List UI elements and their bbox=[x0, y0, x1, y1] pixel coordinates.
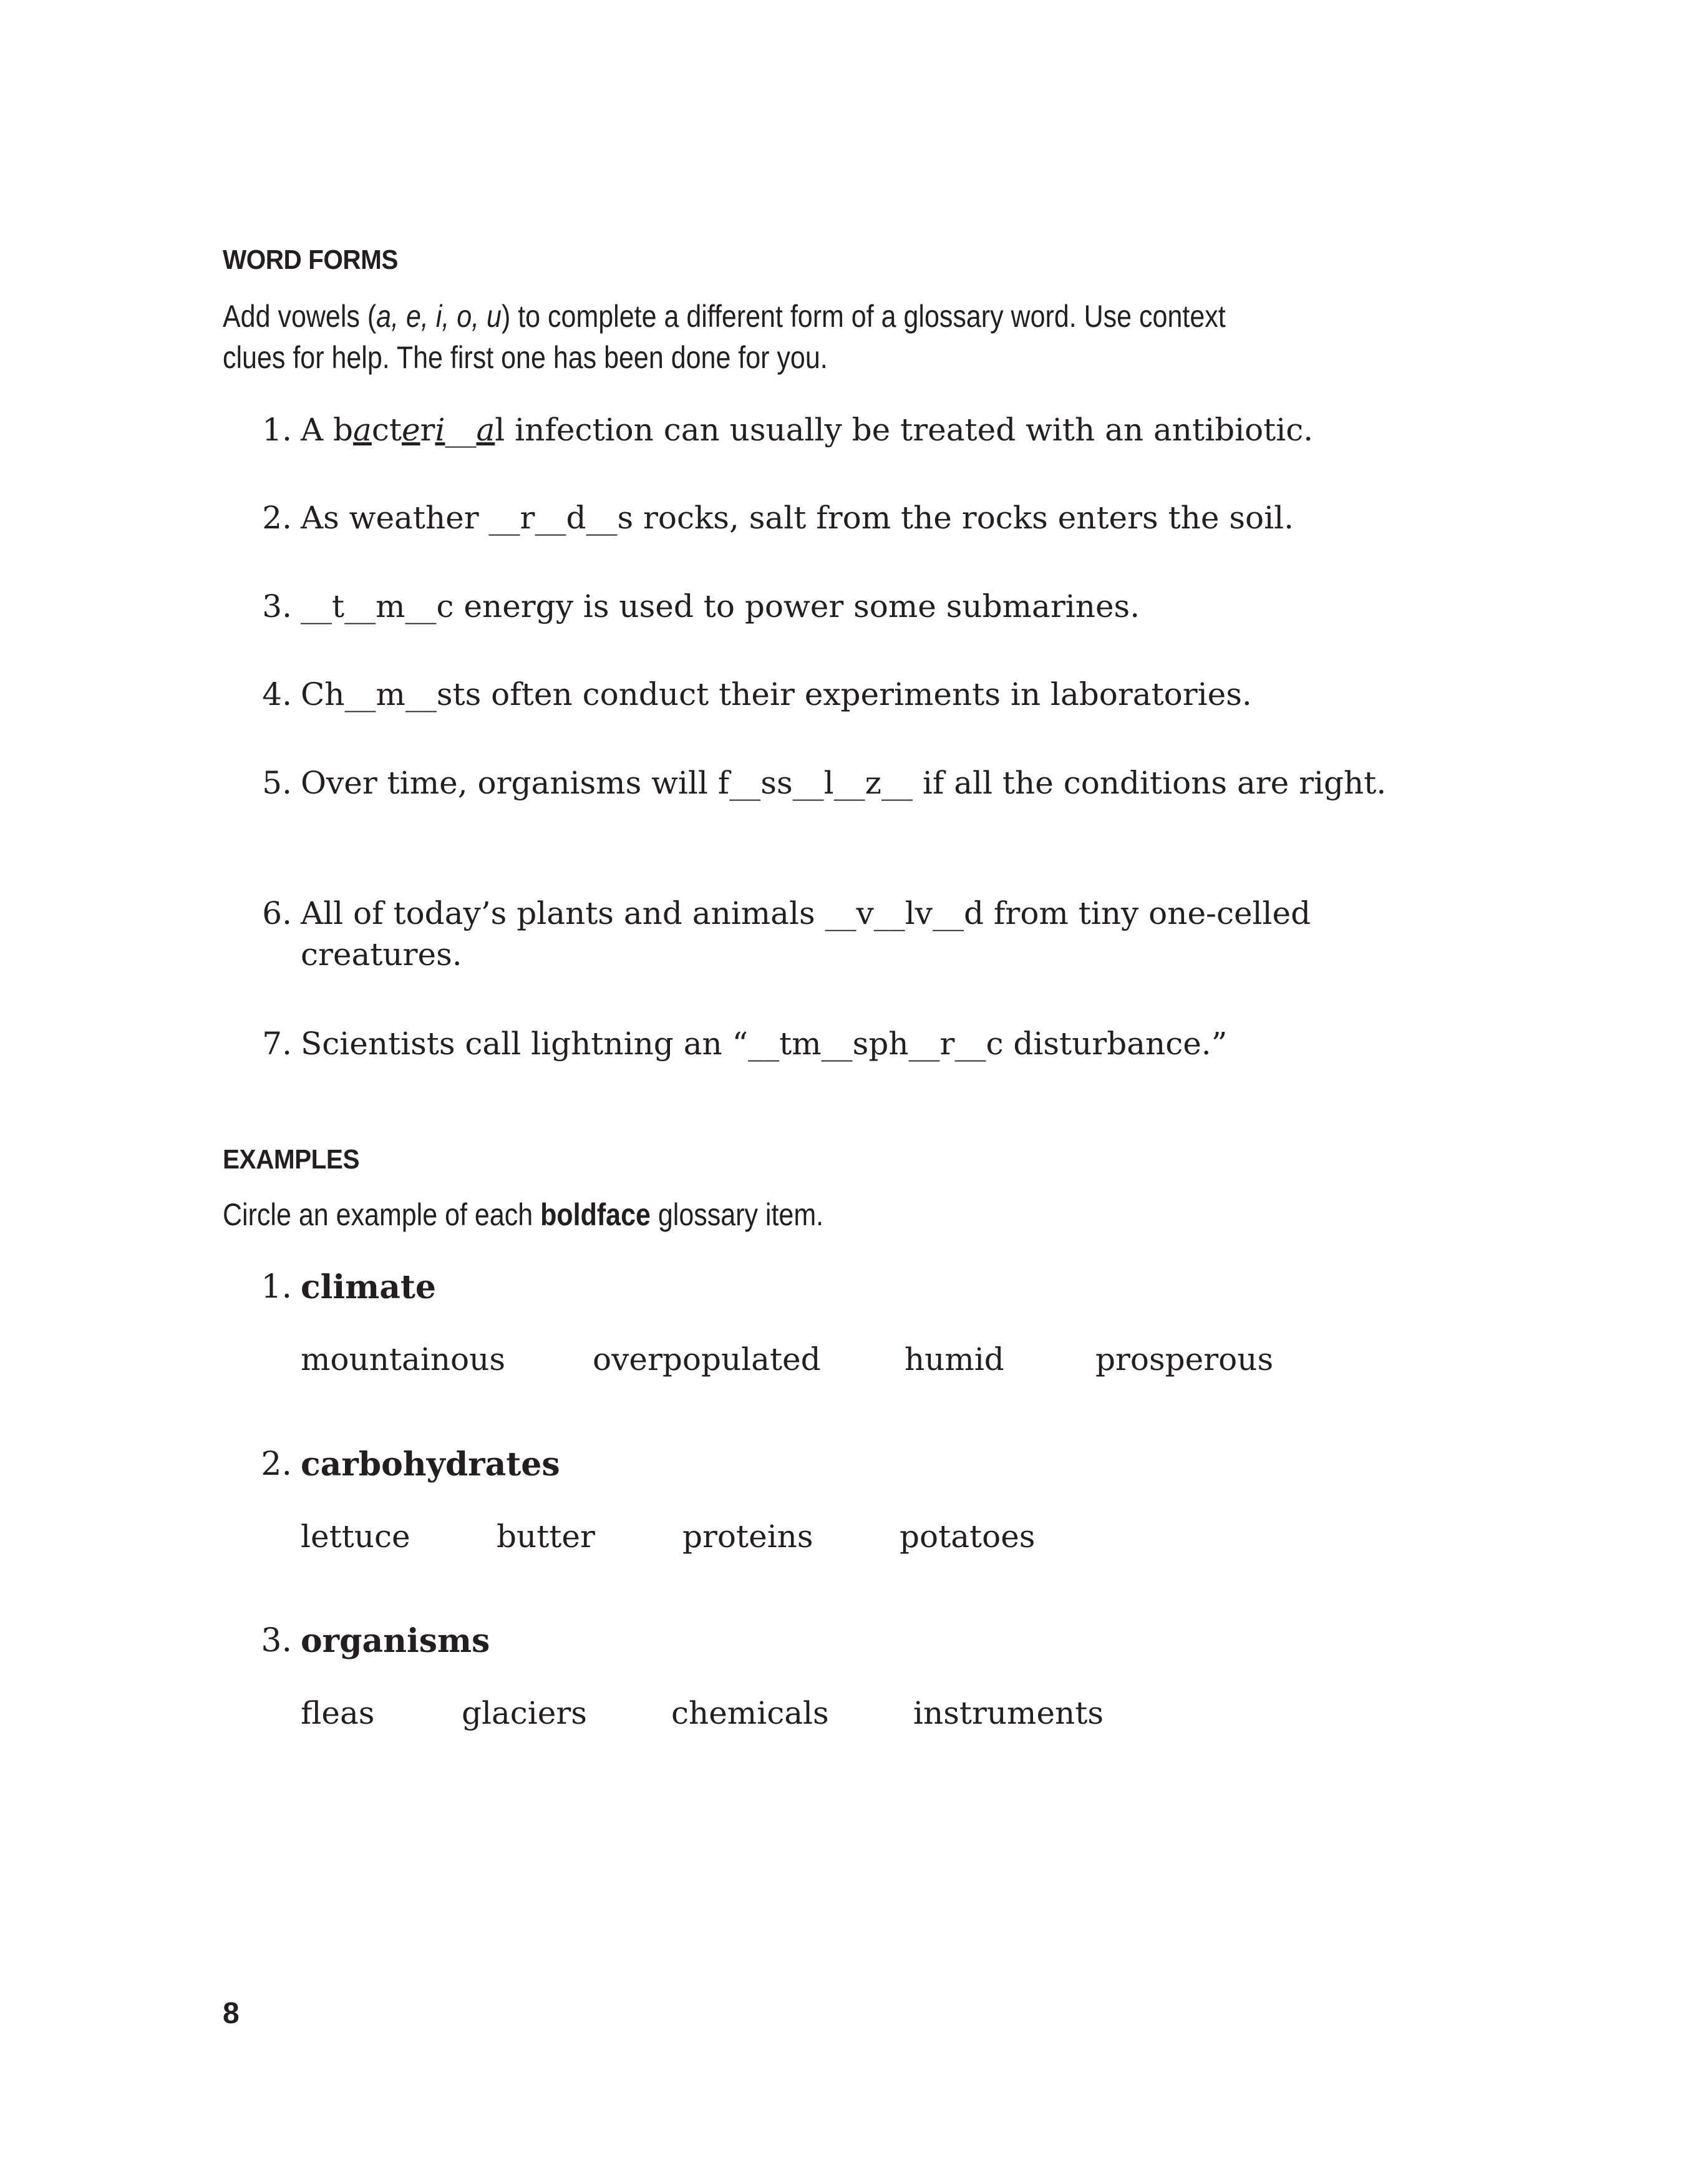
choice-word[interactable]: overpopulated bbox=[593, 1341, 821, 1377]
choice-word[interactable]: prosperous bbox=[1095, 1341, 1274, 1377]
choice-word[interactable]: mountainous bbox=[301, 1341, 505, 1377]
item-sentence: Ch__m__sts often conduct their experiments in laboratories. bbox=[301, 676, 1252, 712]
item-number: 1. bbox=[261, 1268, 292, 1306]
item-sentence: All of today’s plants and animals __v__lv__d from tiny one-celled creatures. bbox=[301, 895, 1311, 973]
item-number: 2. bbox=[262, 500, 292, 536]
item-sentence: Over time, organisms will f__ss__l__z__ if all the conditions are right. bbox=[301, 765, 1387, 801]
item-sentence: As weather __r__d__s rocks, salt from the rocks enters the soil. bbox=[301, 500, 1294, 536]
choice-word[interactable]: glaciers bbox=[462, 1695, 587, 1731]
choice-word[interactable]: humid bbox=[905, 1341, 1004, 1377]
word-forms-instructions: Add vowels (a, e, i, o, u) to complete a different form of a glossary word. Use context clues for help. The first one has been done for you. bbox=[223, 299, 1226, 375]
item-number: 1. bbox=[262, 412, 292, 448]
item-number: 3. bbox=[262, 588, 292, 624]
choice-word[interactable]: chemicals bbox=[671, 1695, 829, 1731]
item-number: 7. bbox=[262, 1026, 292, 1062]
word-forms-heading: WORD FORMS bbox=[223, 245, 398, 275]
examples-instructions: Circle an example of each boldface glossary item. bbox=[223, 1197, 824, 1232]
choice-word[interactable]: butter bbox=[497, 1518, 595, 1555]
item-sentence: Scientists call lightning an “__tm__sph__r__c disturbance.” bbox=[301, 1026, 1228, 1062]
glossary-term: organisms bbox=[301, 1622, 490, 1660]
item-number: 3. bbox=[261, 1622, 292, 1659]
item-number: 4. bbox=[262, 676, 292, 712]
item-number: 2. bbox=[261, 1445, 292, 1483]
filled-vowel: i bbox=[435, 412, 445, 448]
choice-word[interactable]: fleas bbox=[301, 1695, 375, 1731]
item-number: 5. bbox=[262, 765, 292, 801]
glossary-term: carbohydrates bbox=[301, 1445, 560, 1484]
choice-word[interactable]: proteins bbox=[682, 1518, 813, 1555]
page-number: 8 bbox=[223, 1997, 240, 2030]
filled-vowel: e bbox=[401, 412, 420, 448]
glossary-term: climate bbox=[301, 1268, 436, 1306]
item-sentence: __t__m__c energy is used to power some submarines. bbox=[301, 588, 1140, 624]
filled-vowel: a bbox=[353, 412, 372, 448]
examples-heading: EXAMPLES bbox=[223, 1144, 360, 1175]
choice-word[interactable]: lettuce bbox=[301, 1518, 410, 1555]
filled-vowel: a bbox=[476, 412, 495, 448]
item-number: 6. bbox=[262, 895, 292, 931]
choice-word[interactable]: instruments bbox=[913, 1695, 1104, 1731]
choice-word[interactable]: potatoes bbox=[900, 1518, 1036, 1555]
item-sentence: A bacteri__al infection can usually be treated with an antibiotic. bbox=[301, 412, 1314, 448]
